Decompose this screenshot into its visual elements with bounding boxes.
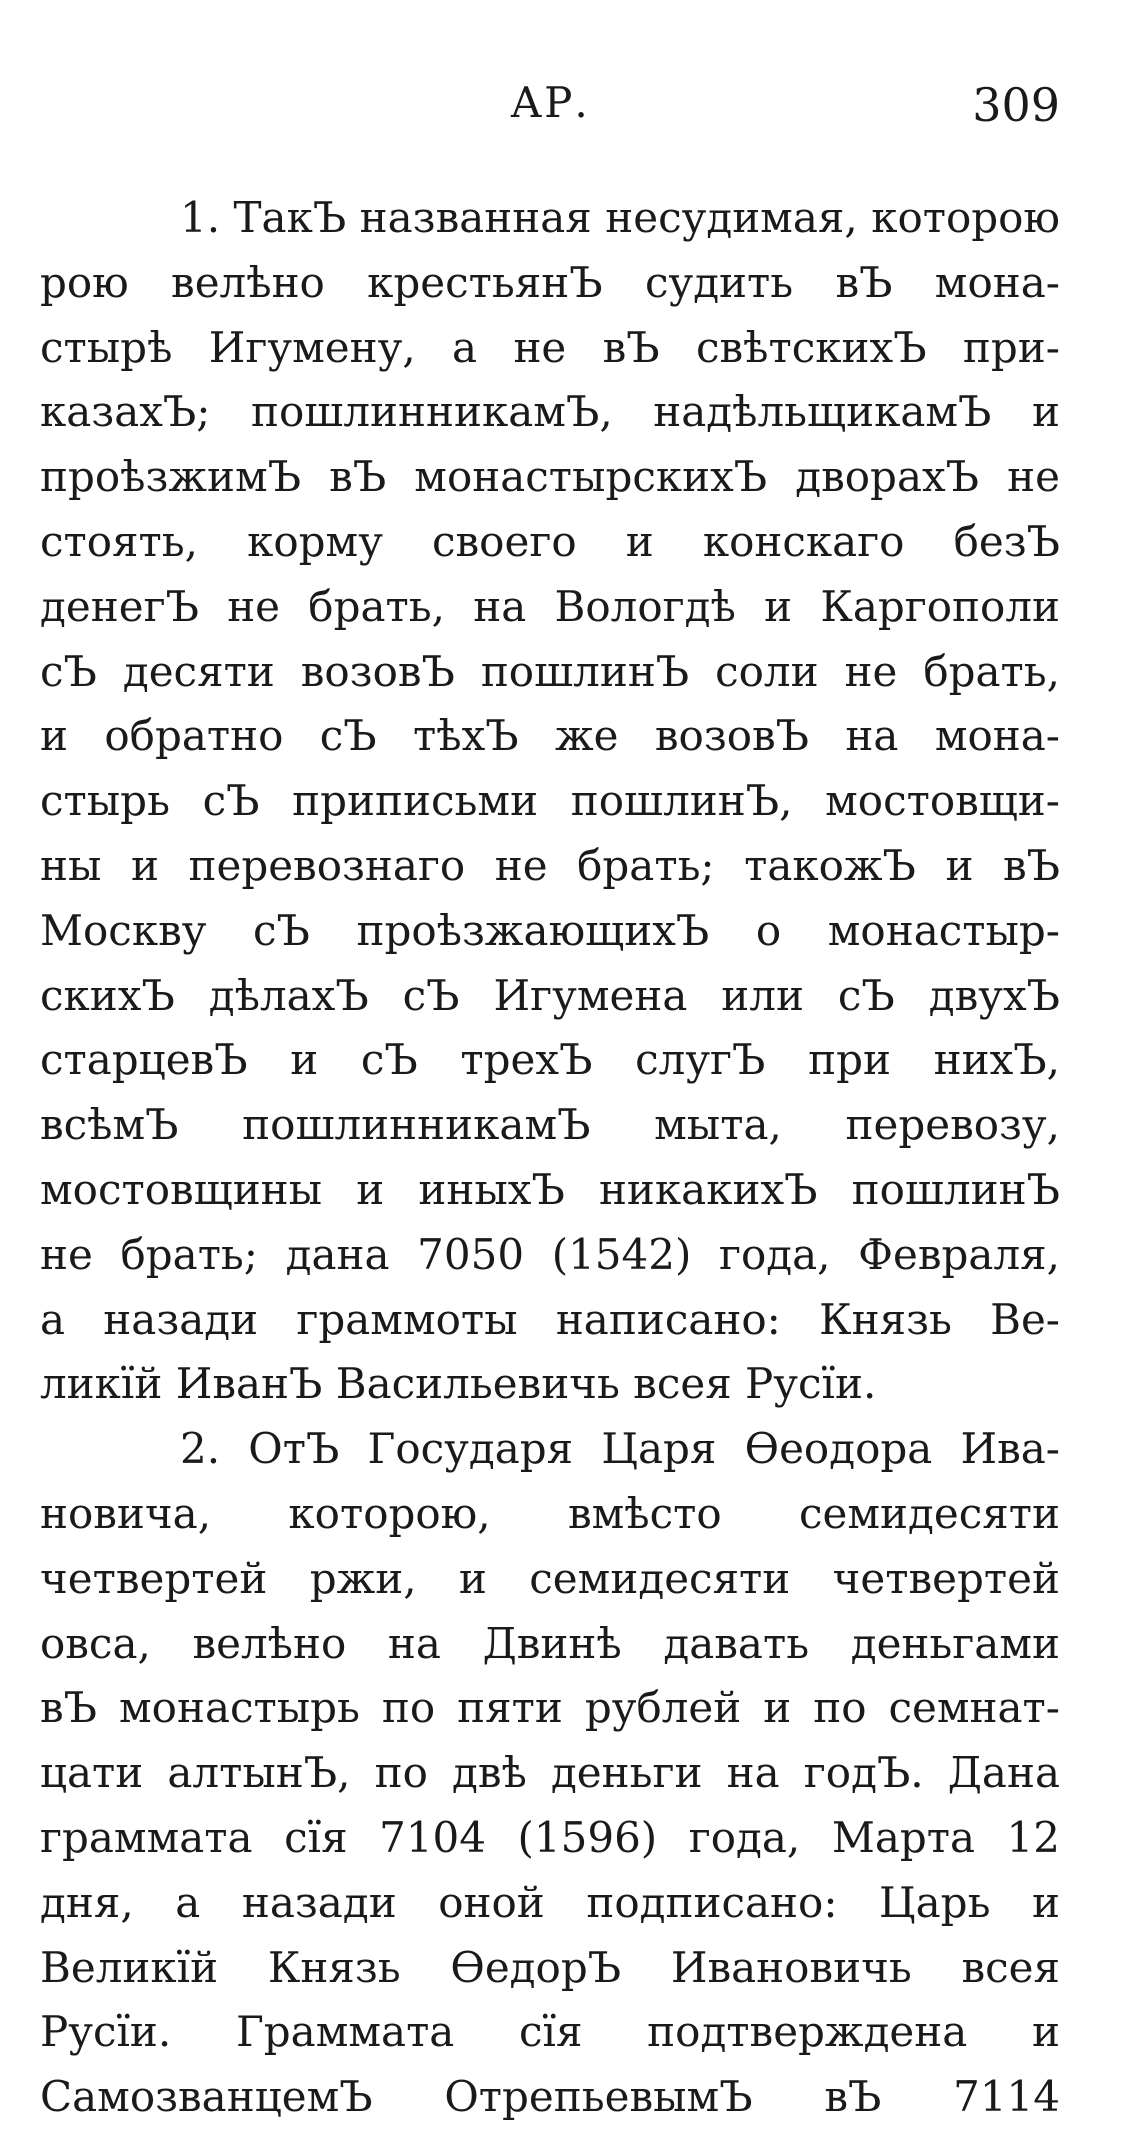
text-line: старцевЪ и сЪ трехЪ слугЪ при нихЪ, xyxy=(40,1035,1060,1085)
text-line: ликїй ИванЪ Васильевичь всея Русїи. xyxy=(40,1359,877,1409)
text-line: стырѣ Игумену, а не вЪ свѣтскихЪ при- xyxy=(40,322,1060,372)
text-line: казахЪ; пошлинникамЪ, надѣльщикамЪ и xyxy=(40,387,1060,437)
text-line: Москву сЪ проѣзжающихЪ о монастыр- xyxy=(40,905,1060,955)
text-line: овса, велѣно на Двинѣ давать деньгами xyxy=(40,1618,1060,1668)
body-text xyxy=(40,186,1060,2130)
text-line: Великїй Князь ѲедорЪ Ивановичь всея xyxy=(40,1942,1060,1992)
text-line: 2. ОтЪ Государя Царя Ѳеодора Ива- xyxy=(180,1424,1060,1474)
running-head: АР. xyxy=(510,78,590,127)
text-line: всѣмЪ пошлинникамЪ мыта, перевозу, xyxy=(40,1100,1060,1150)
text-line: а назади граммоты написано: Князь Ве- xyxy=(40,1294,1060,1344)
text-line: не брать; дана 7050 (1542) года, Февраля, xyxy=(40,1229,1060,1279)
text-line: граммата сїя 7104 (1596) года, Марта 12 xyxy=(40,1812,1060,1862)
text-line: мостовщины и иныхЪ никакихЪ пошлинЪ xyxy=(40,1164,1060,1214)
text-line: Русїи. Граммата сїя подтверждена и xyxy=(40,2007,1060,2057)
page-header xyxy=(40,78,1060,148)
text-line: денегЪ не брать, на Вологдѣ и Каргополи xyxy=(40,581,1060,631)
text-line: стоять, корму своего и конскаго безЪ xyxy=(40,516,1060,566)
text-line: СамозванцемЪ ОтрепьевымЪ вЪ 7114 xyxy=(40,2072,1060,2122)
text-line: вЪ монастырь по пяти рублей и по семнат- xyxy=(40,1683,1060,1733)
text-line: дня, а назади оной подписано: Царь и xyxy=(40,1877,1060,1927)
text-line: ны и перевознаго не брать; такожЪ и вЪ xyxy=(40,840,1060,890)
text-line: рою велѣно крестьянЪ судить вЪ мона- xyxy=(40,257,1060,307)
text-line: новича, которою, вмѣсто семидесяти xyxy=(40,1488,1060,1538)
text-line: проѣзжимЪ вЪ монастырскихЪ дворахЪ не xyxy=(40,452,1060,502)
text-line: стырь сЪ приписьми пошлинЪ, мостовщи- xyxy=(40,776,1060,826)
text-line: четвертей ржи, и семидесяти четвертей xyxy=(40,1553,1060,1603)
text-line: цати алтынЪ, по двѣ деньги на годЪ. Дана xyxy=(40,1748,1060,1798)
text-line: сЪ десяти возовЪ пошлинЪ соли не брать, xyxy=(40,646,1060,696)
text-line: скихЪ дѣлахЪ сЪ Игумена или сЪ двухЪ xyxy=(40,970,1060,1020)
page-number: 309 xyxy=(972,78,1060,132)
text-line: и обратно сЪ тѣхЪ же возовЪ на мона- xyxy=(40,711,1060,761)
text-line: 1. ТакЪ названная несудимая, которою xyxy=(180,193,1060,242)
